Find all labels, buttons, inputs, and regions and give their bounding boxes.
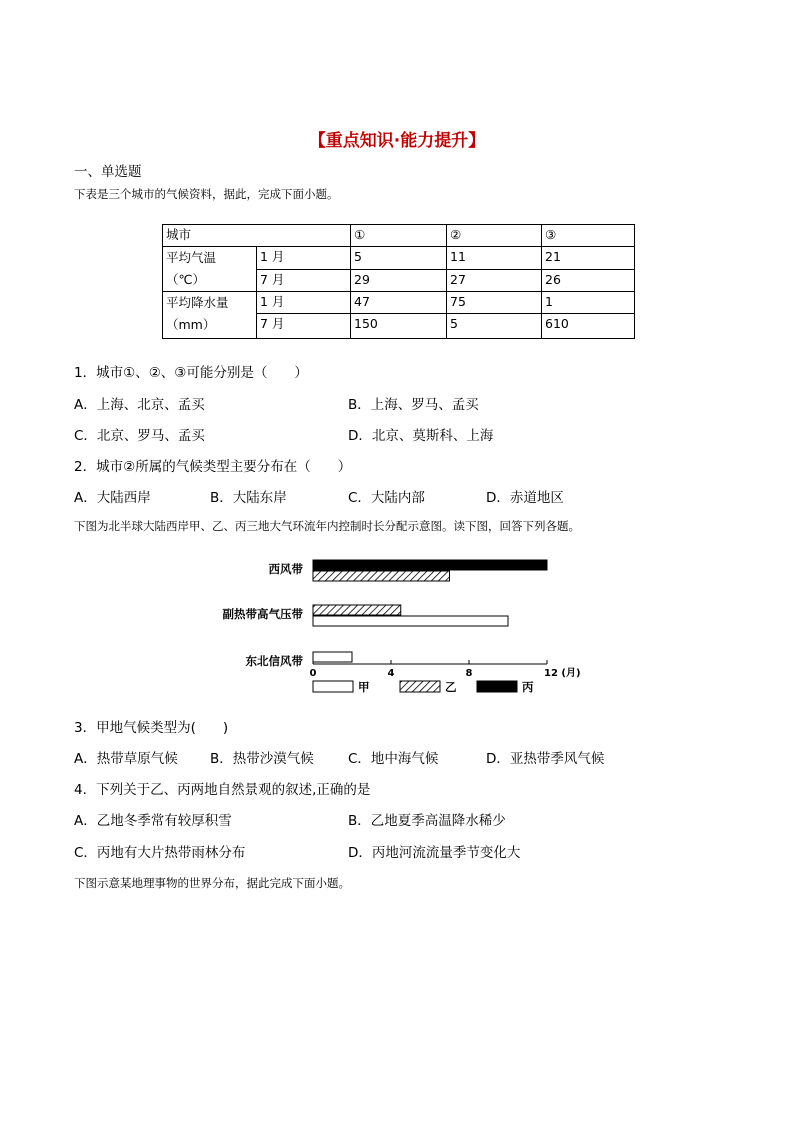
intro-circulation-chart: 下图为北半球大陆西岸甲、乙、丙三地大气环流年内控制时长分配示意图。读下图，回答下列各题。 xyxy=(74,519,580,533)
month-cell: 7 月 xyxy=(257,314,351,339)
value-cell: 29 xyxy=(351,269,447,292)
question-2-option-b[interactable]: B．大陆东岸 xyxy=(210,490,287,506)
intro-climate-table: 下表是三个城市的气候资料，据此，完成下面小题。 xyxy=(74,187,339,201)
table-header-city-3: ③ xyxy=(542,225,635,247)
value-cell: 5 xyxy=(447,314,542,339)
question-4-option-a[interactable]: A．乙地冬季常有较厚积雪 xyxy=(74,813,232,829)
question-1-option-c[interactable]: C．北京、罗马、孟买 xyxy=(74,428,205,444)
precip-unit: （mm） xyxy=(166,317,216,332)
question-2-option-a[interactable]: A．大陆西岸 xyxy=(74,490,151,506)
question-3-option-a[interactable]: A．热带草原气候 xyxy=(74,751,178,767)
value-cell: 1 xyxy=(542,292,635,314)
question-1-option-d[interactable]: D．北京、莫斯科、上海 xyxy=(348,428,494,444)
value-cell: 150 xyxy=(351,314,447,339)
table-row xyxy=(163,247,635,270)
legend-label: 甲 xyxy=(358,680,370,694)
x-tick-label: 12 (月) xyxy=(544,668,581,679)
category-label: 西风带 xyxy=(268,562,303,576)
precip-label-cell xyxy=(163,292,257,339)
temp-label: 平均气温 xyxy=(166,250,217,265)
legend-swatch-乙 xyxy=(400,681,440,692)
x-tick-label: 0 xyxy=(309,668,317,679)
precip-label: 平均降水量 xyxy=(166,295,229,310)
value-cell: 27 xyxy=(447,269,542,292)
bar-2-甲 xyxy=(313,652,352,662)
x-tick-label: 8 xyxy=(465,668,473,679)
x-tick-label: 4 xyxy=(387,668,395,679)
intro-world-distribution: 下图示意某地理事物的世界分布，据此完成下面小题。 xyxy=(74,876,350,890)
table-header-city: 城市 xyxy=(163,225,351,247)
legend-swatch-丙 xyxy=(477,681,517,692)
question-3-stem: 3．甲地气候类型为( ) xyxy=(74,720,229,736)
value-cell: 21 xyxy=(542,247,635,270)
value-cell: 5 xyxy=(351,247,447,270)
question-2-option-d[interactable]: D．赤道地区 xyxy=(486,490,564,506)
question-2-stem: 2．城市②所属的气候类型主要分布在（ ） xyxy=(74,459,352,475)
question-1-option-a[interactable]: A．上海、北京、孟买 xyxy=(74,397,205,413)
question-1-stem: 1．城市①、②、③可能分别是（ ） xyxy=(74,365,308,381)
legend-label: 乙 xyxy=(445,680,457,694)
value-cell: 26 xyxy=(542,269,635,292)
month-cell: 1 月 xyxy=(257,292,351,314)
table-header-city-1: ① xyxy=(351,225,447,247)
climate-table xyxy=(162,224,635,339)
question-4-option-d[interactable]: D．丙地河流流量季节变化大 xyxy=(348,845,521,861)
question-3-option-b[interactable]: B．热带沙漠气候 xyxy=(210,751,314,767)
table-header-row xyxy=(163,225,635,247)
circulation-bar-chart xyxy=(200,550,600,700)
bar-0-乙 xyxy=(313,571,450,581)
table-row xyxy=(163,292,635,314)
category-label: 副热带高气压带 xyxy=(222,607,303,621)
question-4-option-b[interactable]: B．乙地夏季高温降水稀少 xyxy=(348,813,506,829)
month-cell: 7 月 xyxy=(257,269,351,292)
section-heading: 一、单选题 xyxy=(74,164,142,180)
question-1-option-b[interactable]: B．上海、罗马、孟买 xyxy=(348,397,479,413)
question-4-option-c[interactable]: C．丙地有大片热带雨林分布 xyxy=(74,845,246,861)
bar-0-丙 xyxy=(313,560,547,570)
value-cell: 47 xyxy=(351,292,447,314)
question-2-option-c[interactable]: C．大陆内部 xyxy=(348,490,425,506)
value-cell: 610 xyxy=(542,314,635,339)
month-cell: 1 月 xyxy=(257,247,351,270)
question-3-option-d[interactable]: D．亚热带季风气候 xyxy=(486,751,605,767)
page-title: 【重点知识·能力提升】 xyxy=(308,131,486,151)
value-cell: 11 xyxy=(447,247,542,270)
value-cell: 75 xyxy=(447,292,542,314)
question-3-option-c[interactable]: C．地中海气候 xyxy=(348,751,439,767)
temp-label-cell xyxy=(163,247,257,292)
legend-swatch-甲 xyxy=(313,681,353,692)
bar-1-乙 xyxy=(313,605,401,615)
temp-unit: （℃） xyxy=(166,272,206,287)
legend-label: 丙 xyxy=(522,680,534,694)
bar-1-甲 xyxy=(313,616,508,626)
table-header-city-2: ② xyxy=(447,225,542,247)
question-4-stem: 4．下列关于乙、丙两地自然景观的叙述,正确的是 xyxy=(74,782,371,798)
category-label: 东北信风带 xyxy=(245,654,303,668)
